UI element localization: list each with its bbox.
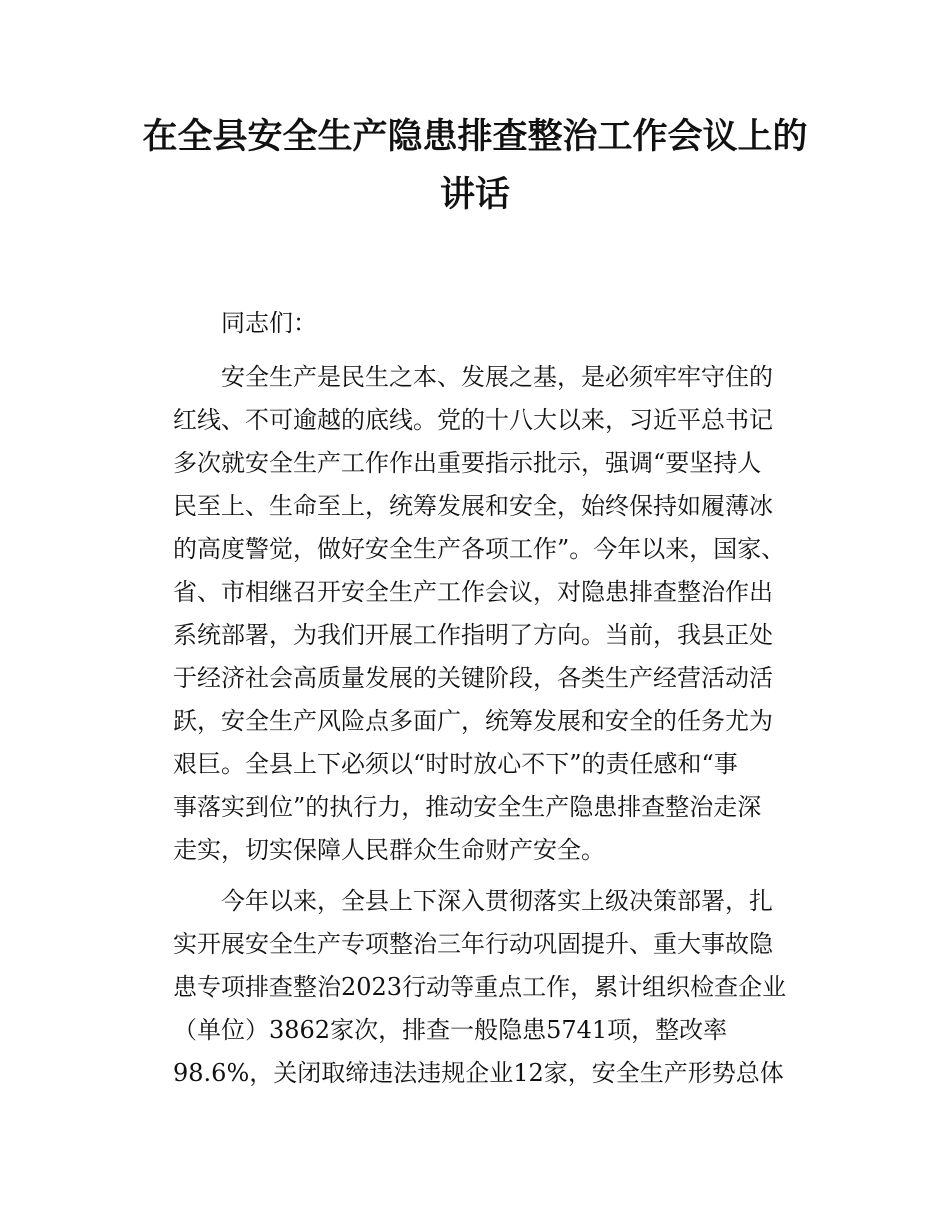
paragraph-line: 98.6%，关闭取缔违法违规企业12家，安全生产形势总体	[173, 1059, 784, 1087]
title-line: 在全县安全生产隐患排查整治工作会议上的	[142, 116, 808, 157]
paragraph-line: 红线、不可逾越的底线。党的十八大以来，习近平总书记	[173, 406, 773, 434]
paragraph-line: 艰巨。全县上下必须以“时时放心不下”的责任感和“事	[173, 750, 738, 778]
document-title	[130, 108, 820, 224]
paragraph-line: 患专项排查整治2023行动等重点工作，累计组织检查企业	[173, 973, 787, 1001]
paragraph-line: 省、市相继召开安全生产工作会议，对隐患排查整治作出	[173, 578, 773, 606]
paragraph-line: 事落实到位”的执行力，推动安全生产隐患排查整治走深	[173, 793, 762, 821]
paragraph-line: 安全生产是民生之本、发展之基，是必须牢牢守住的	[221, 363, 773, 391]
paragraph-line: 于经济社会高质量发展的关键阶段，各类生产经营活动活	[173, 664, 773, 692]
title-line: 讲话	[439, 174, 510, 215]
paragraph-line: （单位）3862家次，排查一般隐患5741项，整改率	[173, 1016, 728, 1044]
paragraph-line: 多次就安全生产工作作出重要指示批示，强调“要坚持人	[173, 449, 762, 477]
paragraph-line: 实开展安全生产专项整治三年行动巩固提升、重大事故隐	[173, 930, 773, 958]
paragraph-line: 的高度警觉，做好安全生产各项工作”。今年以来，国家、	[173, 535, 786, 563]
paragraph-2	[173, 880, 793, 1095]
paragraph-line: 系统部署，为我们开展工作指明了方向。当前，我县正处	[173, 621, 773, 649]
salutation-text: 同志们：	[221, 309, 317, 337]
paragraph-line: 走实，切实保障人民群众生命财产安全。	[173, 836, 605, 864]
paragraph-1	[173, 356, 793, 872]
paragraph-line: 民至上、生命至上，统筹发展和安全，始终保持如履薄冰	[173, 492, 773, 520]
paragraph-line: 跃，安全生产风险点多面广，统筹发展和安全的任务尤为	[173, 707, 773, 735]
paragraph-line: 今年以来，全县上下深入贯彻落实上级决策部署，扎	[221, 887, 773, 915]
salutation	[173, 302, 793, 345]
